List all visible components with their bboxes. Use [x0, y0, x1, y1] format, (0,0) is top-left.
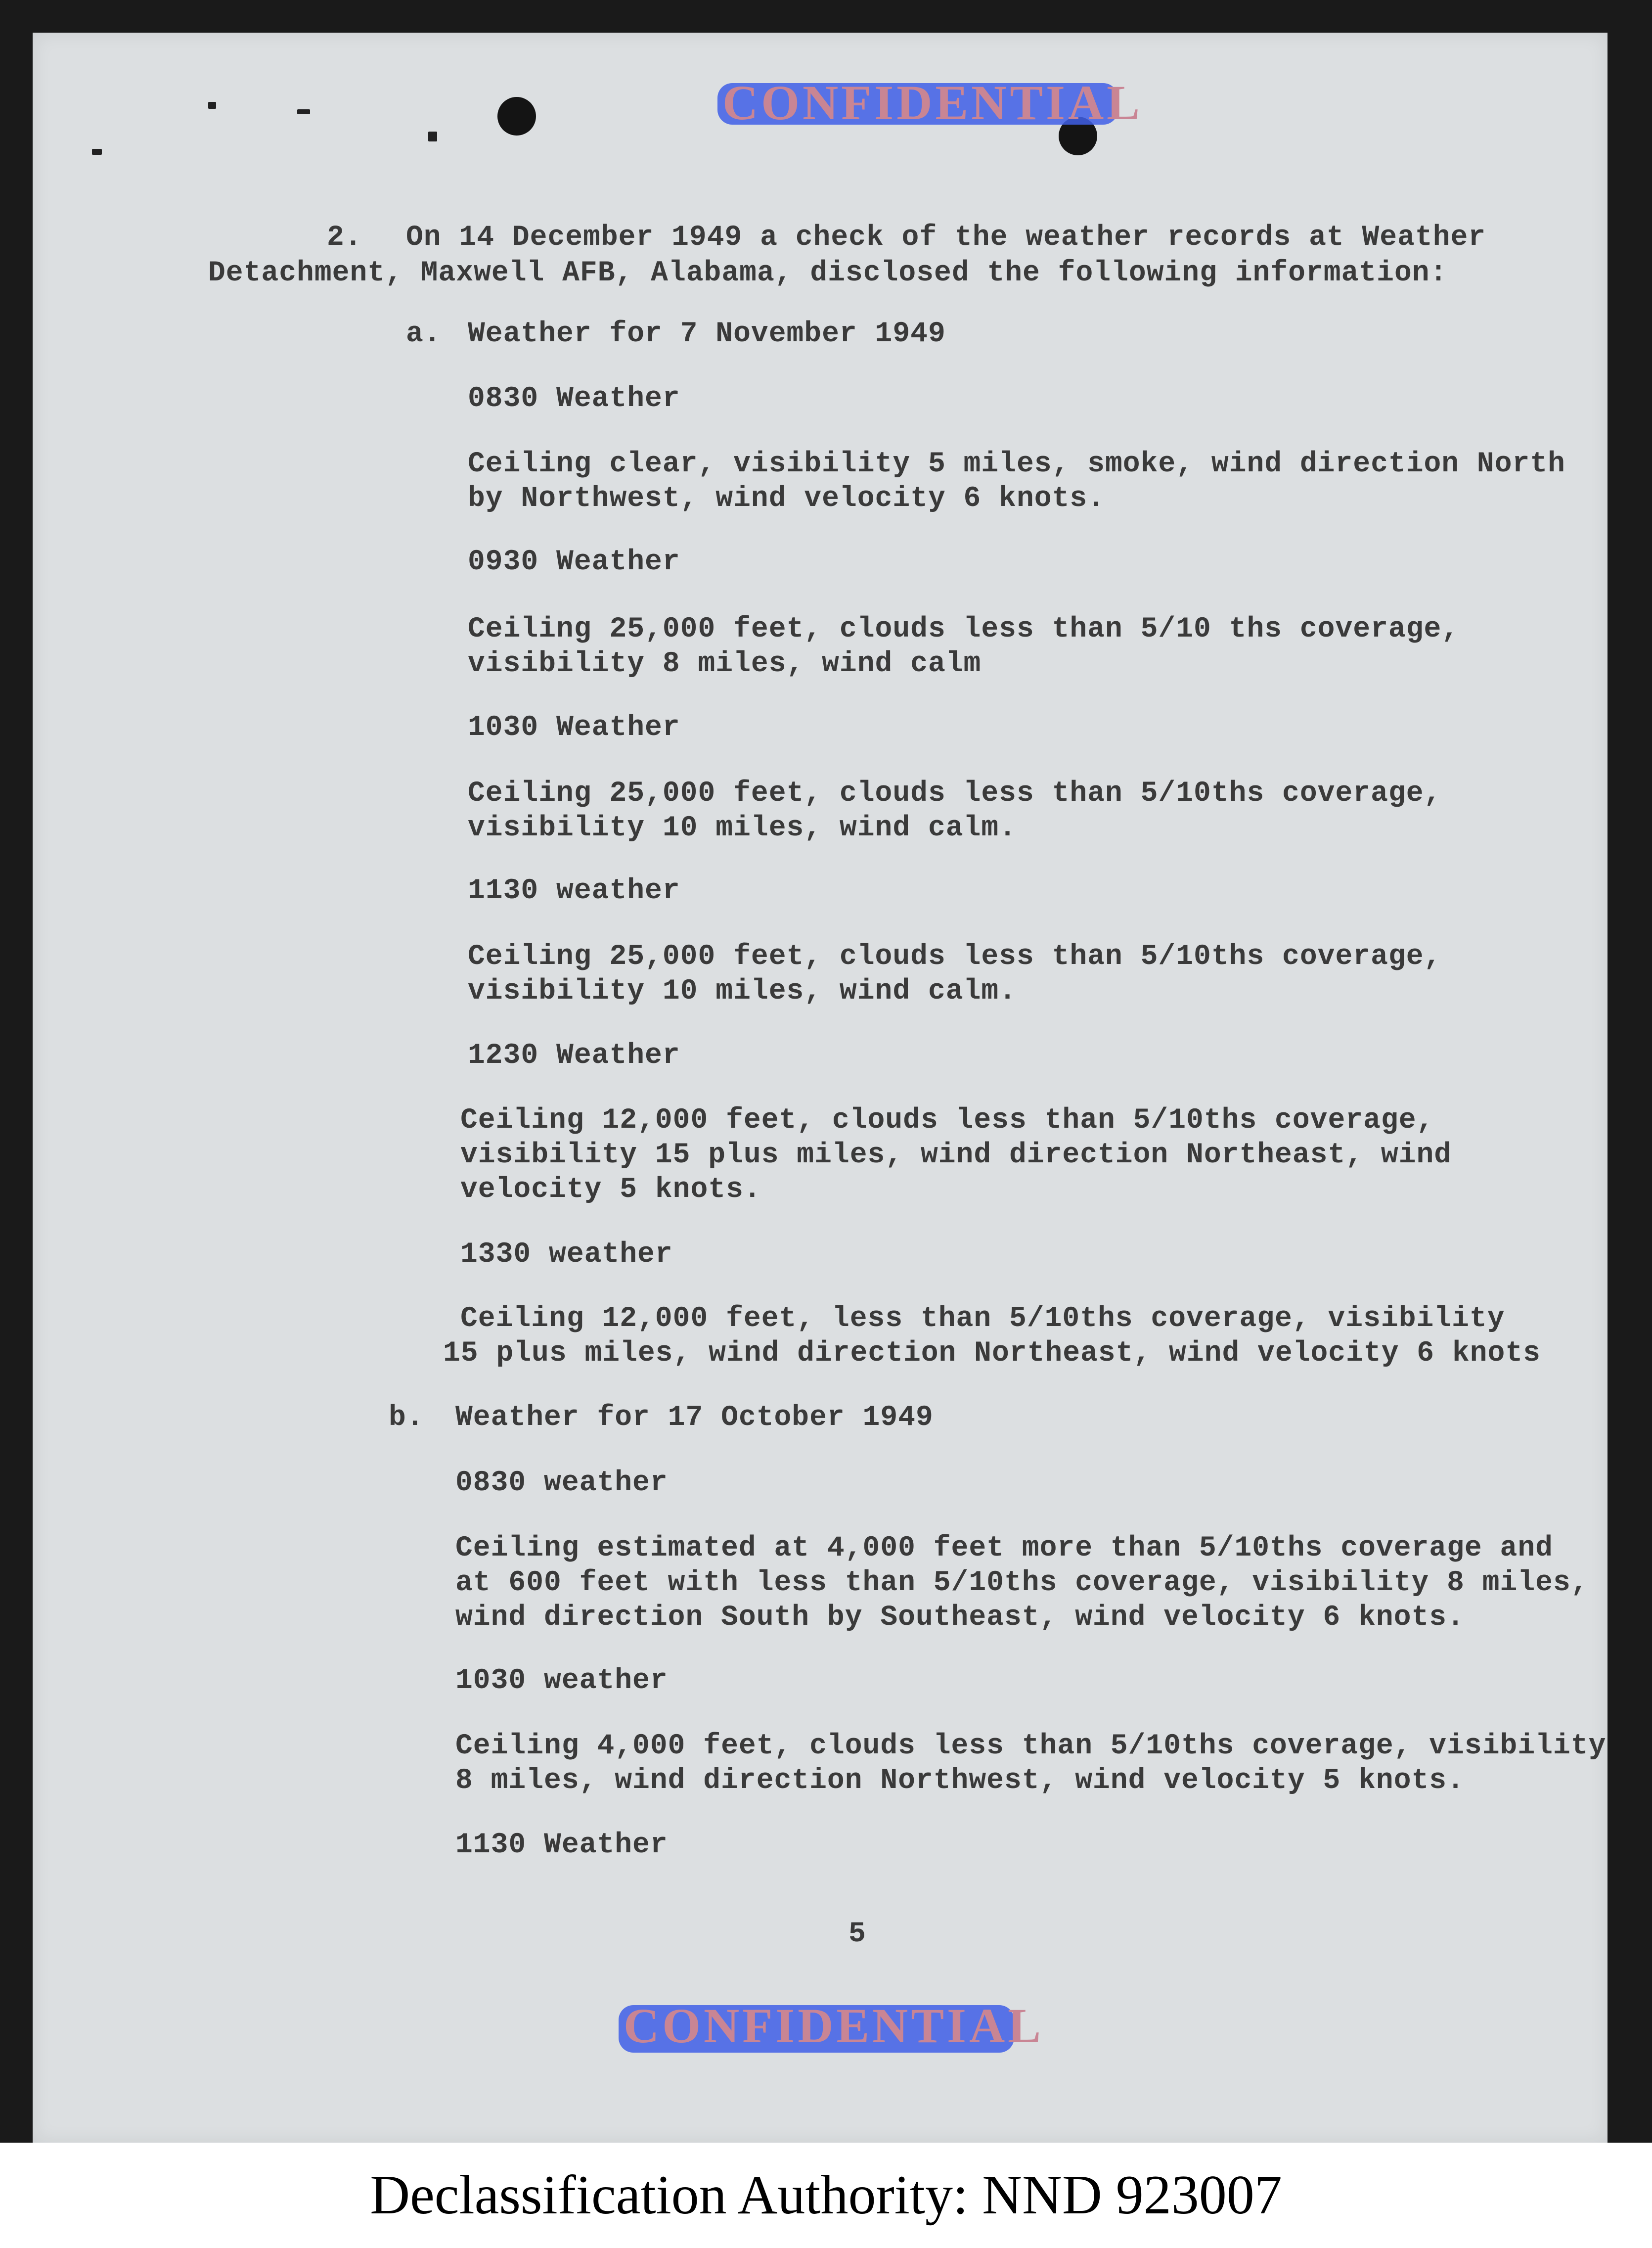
entry-line: Ceiling estimated at 4,000 feet more than 5/10ths coverage and	[455, 1532, 1553, 1564]
entry-time: 1030 Weather	[468, 712, 680, 744]
ink-speck	[297, 109, 310, 114]
paragraph-number: 2.	[327, 222, 362, 254]
entry-time: 0830 Weather	[468, 383, 680, 415]
ink-speck	[428, 132, 437, 141]
section-b-label: b.	[389, 1402, 424, 1434]
entry-time: 1330 weather	[460, 1239, 673, 1271]
punch-hole-left	[497, 97, 536, 136]
entry-time: 1030 weather	[455, 1665, 668, 1697]
ink-speck	[92, 149, 102, 155]
ink-speck	[208, 102, 216, 109]
entry-line: visibility 10 miles, wind calm.	[468, 812, 1017, 844]
document-page	[33, 33, 1607, 2143]
entry-line: Ceiling 25,000 feet, clouds less than 5/10ths coverage,	[468, 941, 1442, 973]
paragraph-line-2: Detachment, Maxwell AFB, Alabama, disclosed the following information:	[208, 257, 1448, 289]
entry-time: 1130 Weather	[455, 1829, 668, 1861]
entry-line: visibility 10 miles, wind calm.	[468, 975, 1017, 1008]
entry-line: Ceiling 25,000 feet, clouds less than 5/10 ths coverage,	[468, 613, 1460, 645]
entry-time: 0930 Weather	[468, 546, 680, 578]
entry-line: wind direction South by Southeast, wind velocity 6 knots.	[455, 1602, 1465, 1634]
entry-line: Ceiling 12,000 feet, less than 5/10ths coverage, visibility	[460, 1303, 1505, 1335]
entry-line: Ceiling clear, visibility 5 miles, smoke, wind direction North	[468, 448, 1565, 480]
paragraph-line-1: On 14 December 1949 a check of the weather records at Weather	[406, 222, 1486, 254]
entry-time: 1230 Weather	[468, 1040, 680, 1072]
entry-line: at 600 feet with less than 5/10ths coverage, visibility 8 miles,	[455, 1567, 1589, 1599]
entry-line: Ceiling 4,000 feet, clouds less than 5/10ths coverage, visibility	[455, 1730, 1607, 1762]
confidential-stamp-bottom: CONFIDENTIAL	[624, 1998, 1044, 2053]
entry-line: Ceiling 12,000 feet, clouds less than 5/10ths coverage,	[460, 1104, 1434, 1137]
entry-line: velocity 5 knots.	[460, 1174, 761, 1206]
entry-line: visibility 15 plus miles, wind direction Northeast, wind	[460, 1139, 1452, 1171]
declassification-footer: Declassification Authority: NND 923007	[0, 2143, 1652, 2248]
section-a-title: Weather for 7 November 1949	[468, 318, 946, 350]
entry-time: 0830 weather	[455, 1467, 668, 1499]
entry-line: visibility 8 miles, wind calm	[468, 648, 982, 680]
section-b-title: Weather for 17 October 1949	[455, 1402, 934, 1434]
page-number: 5	[848, 1918, 866, 1950]
entry-line: by Northwest, wind velocity 6 knots.	[468, 483, 1106, 515]
entry-line: 8 miles, wind direction Northwest, wind velocity 5 knots.	[455, 1765, 1465, 1797]
entry-line: 15 plus miles, wind direction Northeast, wind velocity 6 knots	[443, 1337, 1541, 1370]
entry-time: 1130 weather	[468, 875, 680, 907]
entry-line: Ceiling 25,000 feet, clouds less than 5/10ths coverage,	[468, 778, 1442, 810]
section-a-label: a.	[406, 318, 442, 350]
confidential-stamp-top: CONFIDENTIAL	[722, 75, 1143, 130]
